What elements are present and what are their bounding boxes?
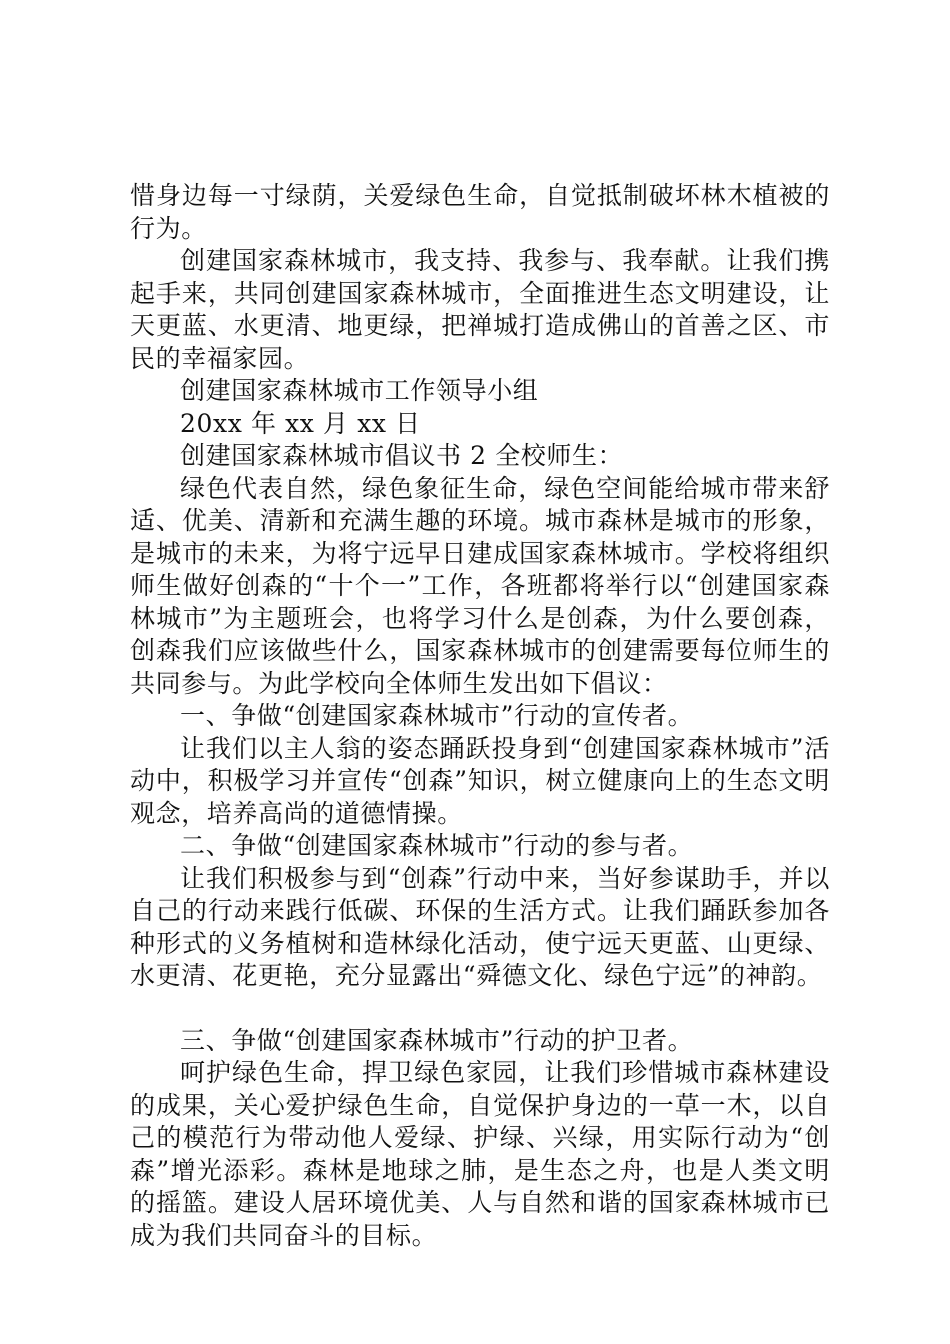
document-body (130, 180, 830, 1252)
signature-date: 20xx 年 xx 月 xx 日 (180, 408, 421, 438)
signature-organization: 创建国家森林城市工作领导小组 (180, 376, 539, 405)
paragraph-intro: 绿色代表自然，绿色象征生命，绿色空间能给城市带来舒适、优美、清新和充满生趣的环境。城市森林是城市的形象，是城市的未来，为将宁远早日建成国家森林城市。学校将组织师生做好创森的“十个一”工作，各班都将举行以“创建国家森林城市”为主题班会，也将学习什么是创森，为什么要创森，创森我们应该做些什么，国家森林城市的创建需要每位师生的共同参与。为此学校向全体师生发出如下倡议： (130, 473, 830, 698)
paragraph-section-2: 让我们积极参与到“创森”行动中来，当好参谋助手，并以自己的行动来践行低碳、环保的生活方式。让我们踊跃参加各种形式的义务植树和造林绿化活动，使宁远天更蓝、山更绿、水更清、花更艳，充分显露出“舜德文化、绿色宁远”的神韵。 (130, 863, 830, 990)
section-heading-3: 三、争做“创建国家森林城市”行动的护卫者。 (180, 1025, 694, 1055)
paragraph-section-1: 让我们以主人翁的姿态踊跃投身到“创建国家森林城市”活动中，积极学习并宣传“创森”知识，树立健康向上的生态文明观念，培养高尚的道德情操。 (130, 733, 830, 828)
paragraph-continued: 惜身边每一寸绿荫，关爱绿色生命，自觉抵制破坏林木植被的行为。 (130, 181, 830, 243)
proposal-2-heading: 创建国家森林城市倡议书 2 全校师生： (180, 441, 624, 470)
paragraph-call-to-action: 创建国家森林城市，我支持、我参与、我奉献。让我们携起手来，共同创建国家森林城市，全面推进生态文明建设，让天更蓝、水更清、地更绿，把禅城打造成佛山的首善之区、市民的幸福家园。 (130, 246, 830, 373)
paragraph-section-3: 呵护绿色生命，捍卫绿色家园，让我们珍惜城市森林建设的成果，关心爱护绿色生命，自觉保护身边的一草一木，以自己的模范行为带动他人爱绿、护绿、兴绿，用实际行动为“创森”增光添彩。森林是地球之肺，是生态之舟，也是人类文明的摇篮。建设人居环境优美、人与自然和谐的国家森林城市已成为我们共同奋斗的目标。 (130, 1058, 830, 1250)
section-heading-1: 一、争做“创建国家森林城市”行动的宣传者。 (180, 701, 694, 730)
blank-line (130, 993, 830, 1025)
section-heading-2: 二、争做“创建国家森林城市”行动的参与者。 (180, 831, 694, 860)
